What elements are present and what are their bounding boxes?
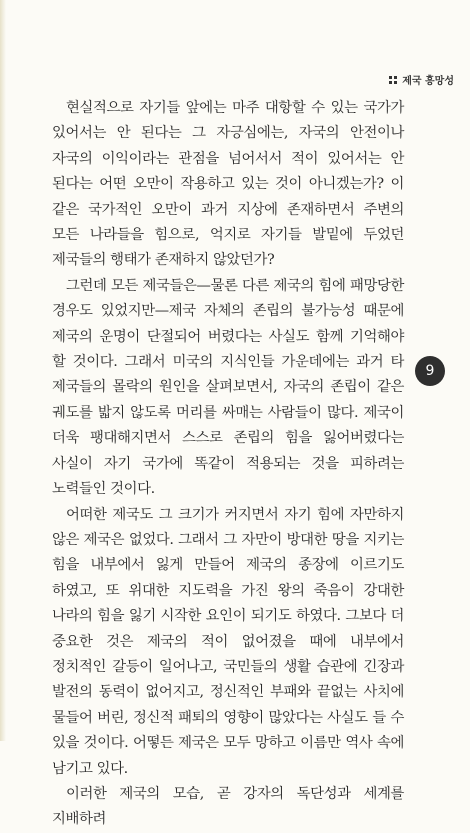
paragraph-2: 그런데 모든 제국들은—물론 다른 제국의 힘에 패망당한 경우도 있었지만—제국 자체의 존립의 불가능성 때문에 제국의 운명이 단절되어 버렸다는 사실도 함께 기억해야 할 것이다. 그래서 미국의 지식인들 가운데에는 과거 타 제국들의 몰락의 원인을 살펴보면서, 자국의 존립이 같은 궤도를 밟지 않도록 머리를 싸매는 사람들이 많다. 제국이 더욱 팽대해지면서 스스로 존립의 힘을 잃어버렸다는 사실이 자기 국가에 똑같이 적용되는 것을 피하려는 노력들인 것이다. — [52, 277, 404, 498]
paragraph-1: 현실적으로 자기들 앞에는 마주 대항할 수 있는 국가가 있어서는 안 된다는 그 자긍심에는, 자국의 안전이나 자국의 이익이라는 관점을 넘어서서 적이 있어서는 안 된다는 어떤 오만이 작용하고 있는 것이 아니겠는가? 이 같은 국가적인 오만이 과거 지상에 존재하면서 주변의 모든 나라들을 힘으로, 억지로 자기들 발밑에 두었던 제국들의 행태가 존재하지 않았던가? — [52, 100, 404, 269]
paragraph-4: 이러한 제국의 모습, 곧 강자의 독단성과 세계를 지배하려 — [52, 785, 404, 828]
running-header-title: 제국 흥망성 — [402, 76, 454, 87]
running-header — [389, 72, 454, 87]
paragraph-3: 어떠한 제국도 그 크기가 커지면서 자기 힘에 자만하지 않은 제국은 없었다. 그래서 그 자만이 방대한 땅을 지키는 힘을 내부에서 잃게 만들어 제국의 종장에 이르기도 하였고, 또 위대한 지도력을 가진 왕의 죽음이 강대한 나라의 힘을 잃기 시작한 요인이 되기도 하였다. 그보다 더 중요한 것은 제국의 적이 없어졌을 때에 내부에서 정치적인 갈등이 일어나고, 국민들의 생활 습관에 긴장과 발전의 동력이 없어지고, 정신적인 부패와 끝없는 사치에 물들어 버린, 정신적 패퇴의 영향이 많았다는 사실도 들 수 있을 것이다. 어떻든 제국은 모두 망하고 이름만 역사 속에 남기고 있다. — [52, 506, 404, 777]
body-text — [52, 96, 404, 833]
page-gutter-edge — [0, 0, 6, 741]
header-ornament-icon — [389, 76, 397, 84]
chapter-number-badge: 9 — [415, 356, 445, 386]
